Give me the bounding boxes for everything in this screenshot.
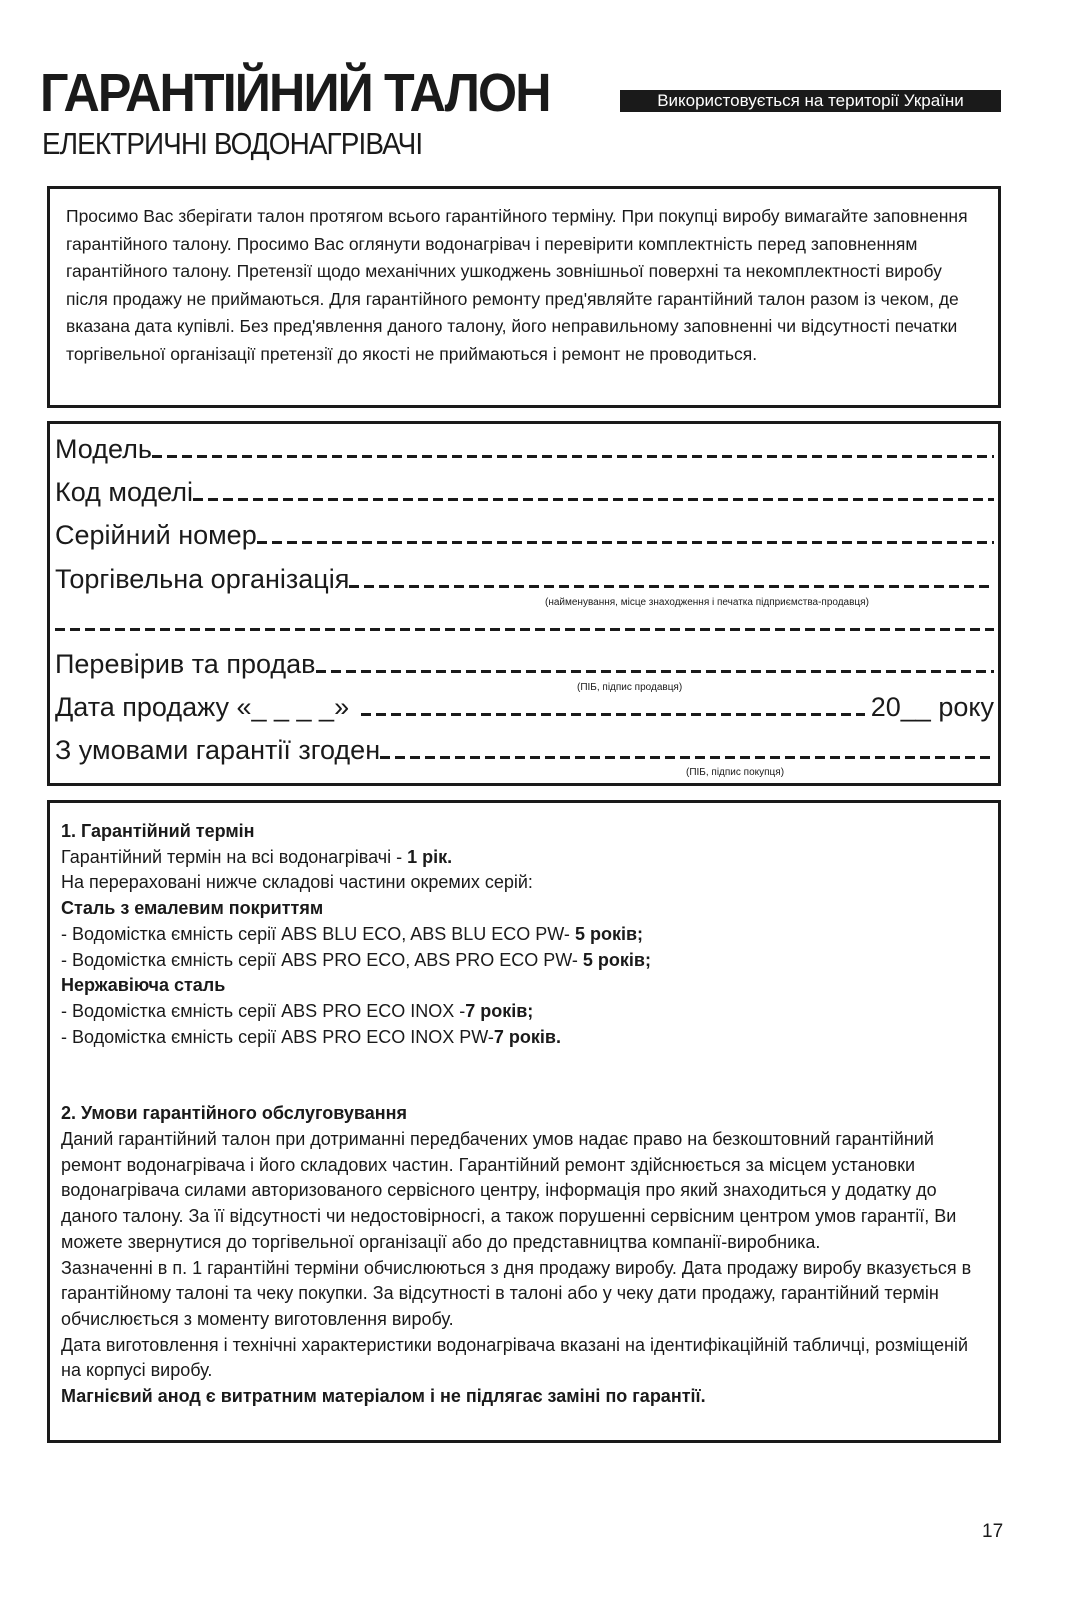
term-line: Гарантійний термін на всі водонагрівачі - 1 рік. — [61, 846, 453, 867]
seller-field[interactable] — [55, 646, 994, 680]
model-label: Модель — [55, 434, 152, 464]
model-field[interactable] — [55, 431, 994, 465]
intro-text: Просимо Вас зберігати талон протягом всього гарантійного терміну. При покупці виробу вимагайте заповнення гарантійного талону. Просимо Вас оглянути водонагрівач і перевірити комплектність перед заповненням гарантійного талону. Претензії щодо механічних ушкоджень зовнішньої поверхні та некомплектності виробу після продажу не приймаються. Для гарантійного ремонту пред'являйте гарантійний талон разом із чеком, де вказана дата купівлі. Без пред'явлення даного талону, його неправильному заповненні чи відсутності печатки торгівельної організації претензії до якості не приймаються і ремонт не проводиться. — [66, 206, 968, 364]
term-item: - Водомістка ємність серії ABS PRO ECO INOX -7 років; — [61, 1000, 534, 1021]
region-badge: Використовується на території України — [620, 90, 1001, 112]
agree-field[interactable] — [55, 732, 994, 766]
shop-field-line2[interactable] — [55, 604, 994, 638]
seller-caption: (ПІБ, підпис продавця) — [577, 682, 683, 693]
page-number: 17 — [982, 1521, 1004, 1542]
inox-heading: Нержавіюча сталь — [61, 975, 226, 996]
serial-field[interactable] — [55, 517, 994, 551]
shop-field[interactable] — [55, 561, 994, 595]
term-item: - Водомістка ємність серії ABS PRO ECO INOX PW-7 років. — [61, 1026, 561, 1047]
page-title: ГАРАНТІЙНИЙ ТАЛОН — [40, 63, 550, 123]
paragraph: Дата виготовлення і технічні характеристики водонагрівача вказані на ідентифікаційній табличці, розміщеній на корпусі виробу. — [61, 1334, 969, 1381]
model-code-label: Код моделі — [55, 477, 194, 507]
term-line: На перераховані нижче складові частини окремих серій: — [61, 872, 533, 893]
year-suffix: року — [938, 692, 994, 722]
section2-title: 2. Умови гарантійного обслуговування — [61, 1103, 407, 1124]
terms-box — [47, 800, 1001, 1443]
paragraph: Зазначенні в п. 1 гарантійні терміни обчислюються з дня продажу виробу. Дата продажу виробу вказується в гарантійному талоні та чеку покупки. За відсутності в талоні або у чеку дати продажу, гарантійний термін обчислюється з моменту виготовлення виробу. — [61, 1257, 972, 1329]
section1-title: 1. Гарантійний термін — [61, 821, 255, 841]
agree-caption: (ПІБ, підпис покупця) — [686, 767, 785, 778]
steel-heading: Сталь з емалевим покриттям — [61, 898, 324, 919]
date-field[interactable] — [55, 689, 994, 723]
page-subtitle: ЕЛЕКТРИЧНІ ВОДОНАГРІВАЧІ — [42, 126, 423, 161]
term-item: - Водомістка ємність серії ABS BLU ECO, ABS BLU ECO PW- 5 років; — [61, 923, 644, 944]
warranty-form — [47, 421, 1001, 786]
paragraph: Даний гарантійний талон при дотриманні передбачених умов надає право на безкоштовний гарантійний ремонт водонагрівача і його складових частин. Гарантійний ремонт здійснюється за місцем установки водонагрівача силами авторизованого сервісного центру, інформація про який знаходиться у додатку до даного талону. За її відсутності чи недостовірносгі, а також порушенні сервісним центром умов гарантії, Ви можете звернутися до торгівельної організації або до представництва компанії-виробника. — [61, 1129, 957, 1252]
date-label: Дата продажу «_ _ _ _» — [55, 692, 350, 722]
anode-note: Магнієвий анод є витратним матеріалом і не підлягає заміні по гарантії. — [61, 1386, 706, 1407]
seller-label: Перевірив та продав — [55, 649, 316, 679]
shop-label: Торгівельна організація — [55, 564, 350, 594]
agree-label: З умовами гарантії згоден — [55, 735, 381, 765]
shop-caption: (найменування, місце знаходження і печатка підприємства-продавця) — [545, 597, 869, 608]
term-item: - Водомістка ємність серії ABS PRO ECO, ABS PRO ECO PW- 5 років; — [61, 949, 651, 970]
year-prefix: 20__ — [870, 692, 931, 722]
model-code-field[interactable] — [55, 474, 994, 508]
intro-box — [47, 186, 1001, 408]
serial-label: Серійний номер — [55, 520, 257, 550]
